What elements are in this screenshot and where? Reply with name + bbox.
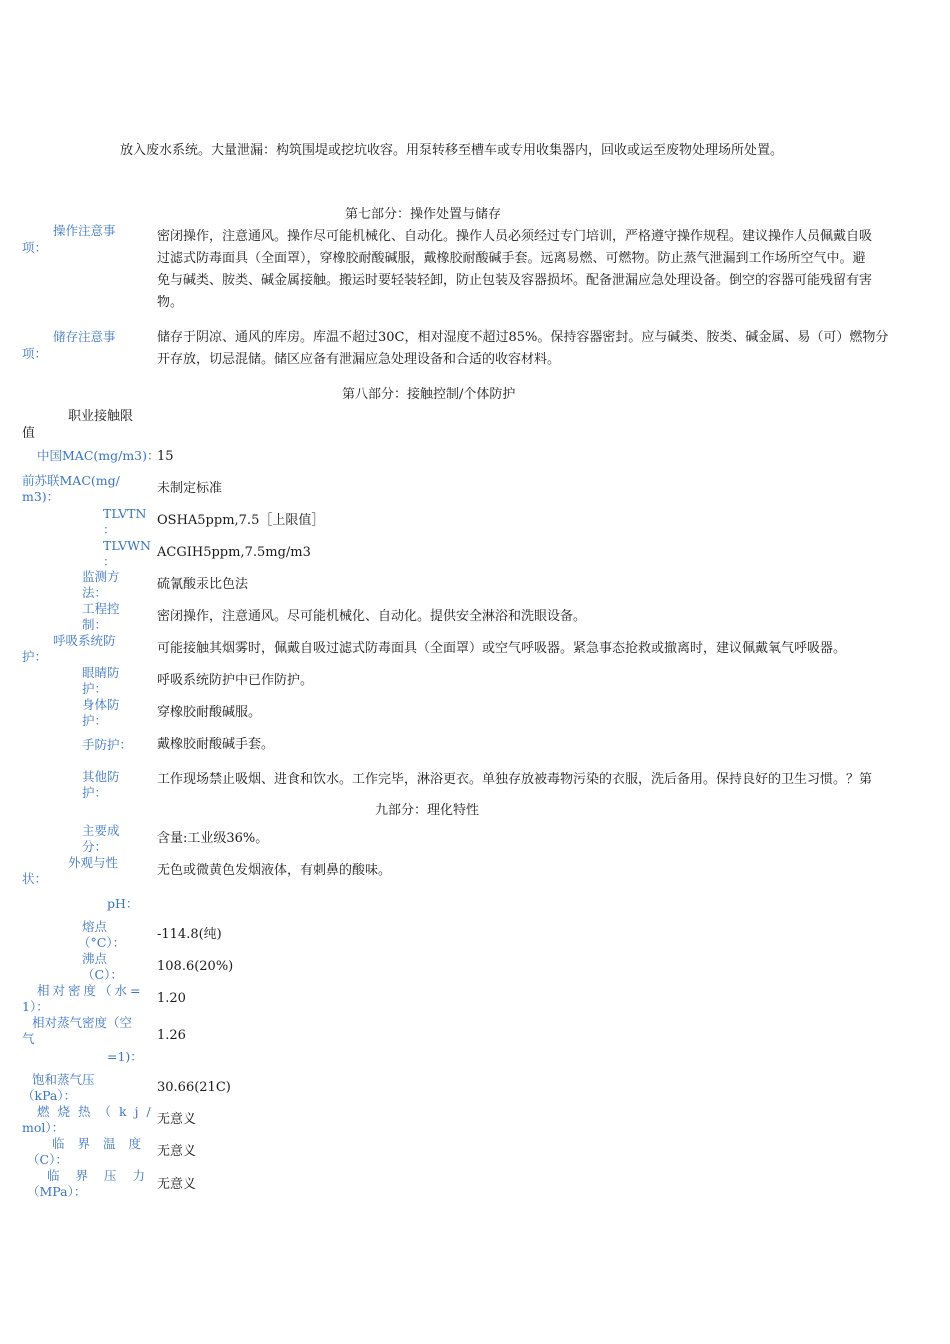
soviet-mac-value: 未制定标准 (157, 481, 223, 496)
combustion-heat-label-line-1: 燃烧热（kj/ (37, 1104, 159, 1119)
vapor-pressure-label-line-1: 饱和蒸气压 (32, 1072, 95, 1087)
composition-label-line-1: 主要成 (82, 823, 120, 838)
boiling-point-label-line-1: 沸点 (82, 951, 108, 966)
body-label-line-1: 身体防 (82, 697, 120, 712)
respiratory-label-line-1: 呼吸系统防 (53, 633, 116, 648)
critical-pressure-label-clip (0, 1160, 162, 1199)
storage-notes (157, 327, 932, 371)
monitoring-value: 硫氰酸汞比色法 (157, 577, 249, 592)
combustion-heat-label-line-2: mol）： (22, 1120, 65, 1135)
boiling-point-value: 108.6(20%) (157, 959, 234, 974)
vapor-pressure-value: 30.66(21C) (157, 1080, 231, 1095)
relative-density-label-line-2: 1）： (22, 999, 49, 1014)
china-mac-value: 15 (157, 449, 174, 464)
soviet-mac-label-line-2: m3)： (22, 489, 60, 504)
operation-notes (157, 226, 932, 314)
tlvwn-value: ACGIH5ppm,7.5mg/m3 (157, 545, 311, 560)
relative-density-label-line-1: 相对密度（水= (37, 983, 144, 998)
engineering-label-line-2: 制： (82, 617, 108, 632)
respiratory-value: 可能接触其烟雾时，佩戴自吸过滤式防毒面具（全面罩）或空气呼吸器。紧急事态抢救或撤离时，建议佩戴氧气呼吸器。 (157, 641, 847, 656)
critical-pressure-label-line-1: 临界压力 (47, 1168, 162, 1183)
critical-pressure-label-line-2: （MPa）： (27, 1184, 87, 1199)
ph-label: pH： (107, 896, 139, 911)
operation-label-line-2: 项： (22, 240, 48, 255)
operation-notes-line: 过滤式防毒面具（全面罩），穿橡胶耐酸碱服，戴橡胶耐酸碱手套。远离易燃、可燃物。防止蒸气泄漏到工作场所空气中。避 (157, 251, 866, 266)
storage-label-line-2: 项： (22, 346, 48, 361)
exposure-limit-label-line-2: 值 (22, 426, 36, 441)
operation-notes-line: 密闭操作，注意通风。操作尽可能机械化、自动化。操作人员必须经过专门培训，严格遵守操作规程。建议操作人员佩戴自吸 (157, 229, 873, 244)
tlvtn-label-line-2: ： (103, 522, 116, 537)
soviet-mac-label-line-1: 前苏联MAC(mg/ (22, 473, 120, 488)
other-label-line-2: 护： (82, 785, 108, 800)
vapor-pressure-label-line-2: （kPa）： (22, 1088, 77, 1103)
other-value: 工作现场禁止吸烟、进食和饮水。工作完毕，淋浴更衣。单独存放被毒物污染的衣服，洗后备用。保持良好的卫生习惯。？第 (157, 772, 873, 787)
composition-label-line-2: 分： (82, 839, 108, 854)
appearance-label-line-2: 状： (22, 871, 48, 886)
monitoring-label-line-1: 监测方 (82, 569, 120, 584)
boiling-point-label-line-2: （C）： (82, 967, 123, 982)
critical-pressure-value: 无意义 (157, 1177, 197, 1192)
china-mac-label: 中国MAC(mg/m3)： (37, 448, 160, 463)
vapor-density-label-line-1: 相对蒸气密度（空 (32, 1015, 133, 1030)
section-7-title: 第七部分：操作处置与储存 (345, 207, 502, 222)
critical-temperature-label-line-1: 临界温度 (52, 1136, 155, 1151)
combustion-heat-value: 无意义 (157, 1112, 197, 1127)
engineering-label-line-1: 工程控 (82, 601, 120, 616)
appearance-value: 无色或微黄色发烟液体，有刺鼻的酸味。 (157, 863, 392, 878)
vapor-density-label-line-2: 气 (22, 1031, 35, 1046)
operation-notes-line: 物。 (157, 295, 184, 310)
other-label-line-1: 其他防 (82, 769, 120, 784)
exposure-limit-label-line-1: 职业接触限 (68, 409, 134, 424)
body-value: 穿橡胶耐酸碱服。 (157, 705, 262, 720)
monitoring-label-line-2: 法： (82, 585, 108, 600)
eye-label-line-1: 眼睛防 (82, 665, 120, 680)
hand-label: 手防护： (82, 737, 133, 752)
appearance-label-line-1: 外观与性 (68, 855, 119, 870)
intro-line: 放入废水系统。大量泄漏：构筑围堤或挖坑收容。用泵转移至槽车或专用收集器内，回收或运至废物处理场所处置。 (120, 143, 784, 158)
engineering-value: 密闭操作，注意通风。尽可能机械化、自动化。提供安全淋浴和洗眼设备。 (157, 609, 587, 624)
melting-point-value: -114.8(纯) (157, 927, 222, 942)
relative-density-value: 1.20 (157, 991, 186, 1006)
tlvtn-label-line-1: TLVTN (103, 506, 147, 521)
hand-value: 戴橡胶耐酸碱手套。 (157, 737, 275, 752)
melting-point-label-line-2: （°C）： (78, 935, 126, 950)
eye-value: 呼吸系统防护中已作防护。 (157, 673, 314, 688)
critical-temperature-label-line-2: （C）： (27, 1152, 68, 1167)
vapor-density-label-line-3: =1)： (107, 1049, 143, 1064)
storage-label-line-1: 储存注意事 (53, 329, 116, 344)
operation-notes-line: 免与碱类、胺类、碱金属接触。搬运时要轻装轻卸，防止包装及容器损坏。配备泄漏应急处理设备。倒空的容器可能残留有害 (157, 273, 873, 288)
section-8-title: 第八部分：接触控制/个体防护 (342, 387, 516, 402)
respiratory-label-line-2: 护： (22, 649, 48, 664)
tlvwn-label-line-1: TLVWN (103, 538, 151, 553)
operation-label-line-1: 操作注意事 (53, 223, 116, 238)
section-9-title: 九部分：理化特性 (375, 803, 480, 818)
storage-notes-line: 开存放，切忌混储。储区应备有泄漏应急处理设备和合适的收容材料。 (157, 352, 561, 367)
composition-value: 含量:工业级36%。 (157, 831, 269, 846)
vapor-density-value: 1.26 (157, 1028, 186, 1043)
melting-point-label-line-1: 熔点 (82, 919, 108, 934)
tlvwn-label-line-2: ： (103, 554, 116, 569)
tlvtn-value: OSHA5ppm,7.5［上限值］ (157, 513, 325, 528)
critical-temperature-value: 无意义 (157, 1144, 197, 1159)
eye-label-line-2: 护： (82, 681, 108, 696)
body-label-line-2: 护： (82, 713, 108, 728)
storage-notes-line: 储存于阴凉、通风的库房。库温不超过30C，相对湿度不超过85%。保持容器密封。应与碱类、胺类、碱金属、易（可）燃物分 (157, 330, 889, 345)
